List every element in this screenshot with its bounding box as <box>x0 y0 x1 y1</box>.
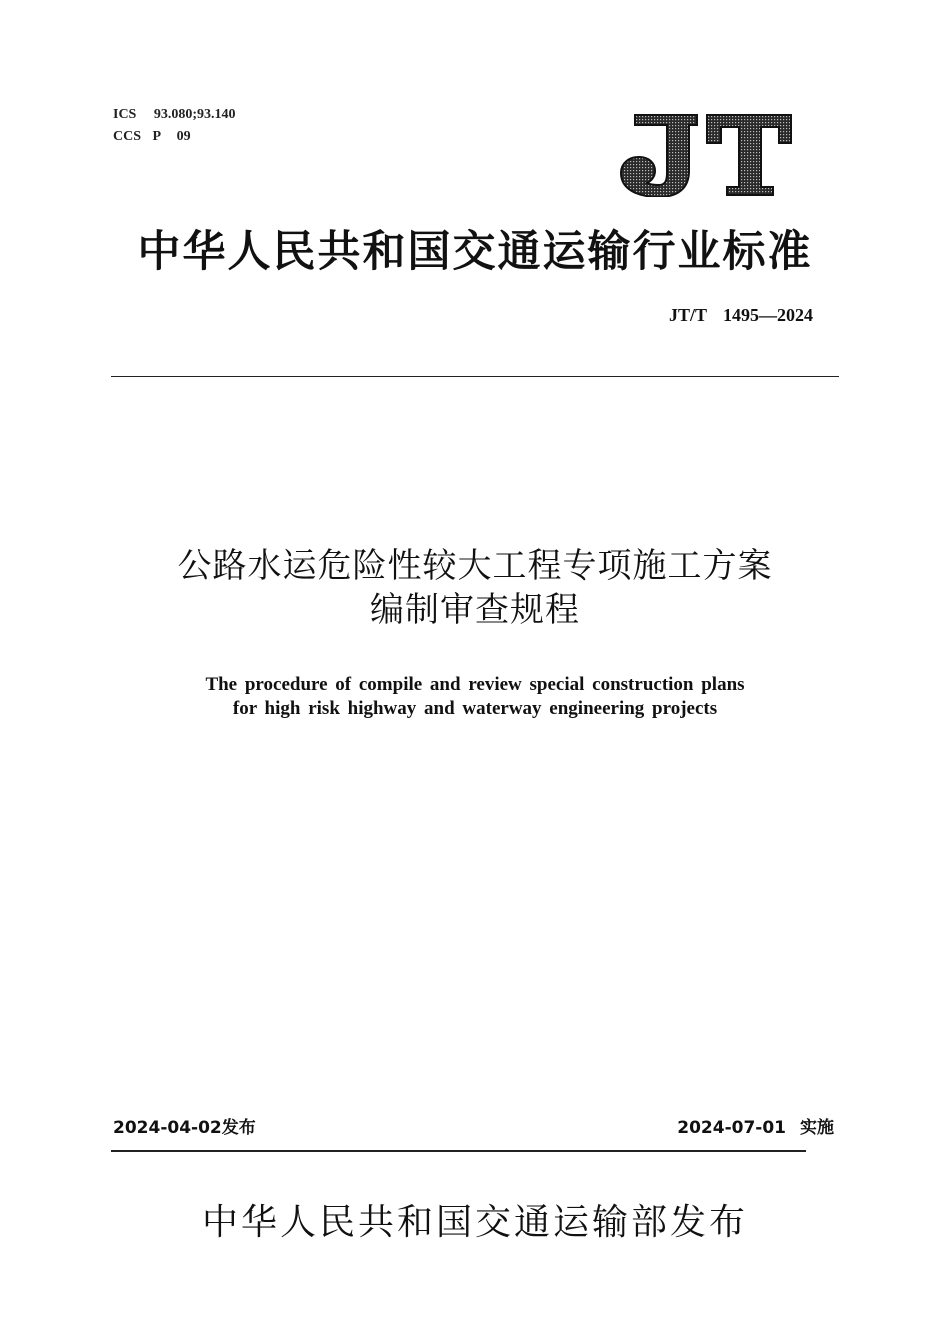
classification-codes <box>113 104 236 148</box>
jt-logo-icon <box>615 113 793 197</box>
ccs-number: 09 <box>176 129 191 144</box>
standard-category-title: 中华人民共和国交通运输行业标准 <box>137 227 813 277</box>
implement-label: 实施 <box>800 1118 834 1138</box>
issue-date: 2024-04-02发布 <box>113 1118 256 1138</box>
ics-label: ICS <box>113 107 137 122</box>
footer-divider <box>111 1150 806 1152</box>
title-en-line2: for high risk highway and waterway engineering projects <box>232 698 718 719</box>
ccs-label: CCS <box>113 129 142 144</box>
header-divider <box>111 376 839 377</box>
implement-date-value: 2024-07-01 <box>677 1118 786 1138</box>
implement-date <box>677 1113 834 1138</box>
title-cn-line1: 公路水运危险性较大工程专项施工方案 <box>177 546 773 586</box>
publisher: 中华人民共和国交通运输部发布 <box>201 1202 748 1243</box>
ics-value: 93.080;93.140 <box>153 107 236 122</box>
ics-row <box>113 104 236 126</box>
title-en-line1: The procedure of compile and review special construction plans <box>205 674 745 695</box>
standard-number <box>669 305 813 326</box>
document-title-cn <box>0 544 950 632</box>
standard-number-prefix: JT/T <box>668 305 707 325</box>
standard-number-value: 1495—2024 <box>723 305 813 325</box>
title-cn-line2: 编制审查规程 <box>370 590 580 630</box>
ccs-category: P <box>152 129 162 144</box>
ccs-row <box>113 126 236 148</box>
document-title-en <box>0 673 950 721</box>
